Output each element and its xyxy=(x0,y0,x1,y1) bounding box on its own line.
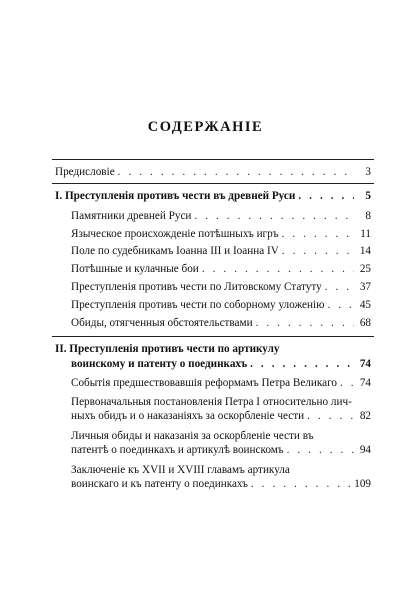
toc-item[interactable] xyxy=(71,262,371,276)
toc-entry-text: Преступленія противъ чести по Литовскому Статуту xyxy=(71,281,322,293)
leader-dots xyxy=(282,227,354,241)
toc-entry-text: Потѣшные и кулачные бои xyxy=(71,263,199,275)
toc-entry-text: Предисловіе xyxy=(55,166,115,178)
toc-entry-text: Событія предшествовавшія реформамъ Петра Великаго xyxy=(71,377,338,389)
toc-entry-text: воинскаго и къ патенту о поединкахъ xyxy=(71,478,248,490)
toc-page-number: 8 xyxy=(365,210,371,222)
toc-item[interactable] xyxy=(71,280,371,294)
toc-page-number: 74 xyxy=(359,377,371,389)
toc-item-line[interactable]: Первоначальныя постановленія Петра I относительно лич- xyxy=(71,396,352,408)
toc-page-number: 74 xyxy=(359,358,371,370)
leader-dots xyxy=(307,409,354,423)
leader-dots xyxy=(118,165,354,179)
divider xyxy=(52,183,374,184)
leader-dots xyxy=(282,244,354,258)
page-title: СОДЕРЖАНIЕ xyxy=(147,119,264,135)
toc-section-2-line-1[interactable]: II. Преступленія противъ чести по артикулу xyxy=(55,343,280,355)
toc-entry-text: Обиды, отягченныя обстоятельствами xyxy=(71,317,253,329)
toc-item[interactable] xyxy=(71,477,371,491)
toc-item-line[interactable]: Заключеніе къ XVII и XVIII главамъ артикула xyxy=(71,464,290,476)
leader-dots xyxy=(202,262,354,276)
toc-item-line[interactable]: Личныя обиды и наказанія за оскорбленіе чести въ xyxy=(71,430,314,442)
leader-dots xyxy=(256,316,354,330)
toc-entry-text: I. Преступленія противъ чести въ древней Руси xyxy=(55,190,296,202)
leader-dots xyxy=(298,189,354,203)
toc-page-number: 94 xyxy=(359,444,371,456)
toc-item[interactable] xyxy=(71,443,371,457)
leader-dots xyxy=(325,280,354,294)
toc-entry-text: воинскому и патенту о поединкахъ xyxy=(71,358,248,370)
toc-section-1[interactable] xyxy=(55,189,371,203)
toc-entry-text: ныхъ обидъ и о наказаніяхъ за оскорбленіе чести xyxy=(71,410,305,422)
leader-dots xyxy=(251,477,351,491)
leader-dots xyxy=(194,209,354,223)
toc-page-number: 11 xyxy=(360,228,371,240)
toc-page-number: 14 xyxy=(359,245,371,257)
toc-item[interactable] xyxy=(71,298,371,312)
toc-page-number: 37 xyxy=(359,281,371,293)
leader-dots xyxy=(287,443,354,457)
leader-dots xyxy=(327,298,354,312)
toc-entry-text: Языческое происхожденіе потѣшныхъ игръ xyxy=(71,228,279,240)
toc-page-number: 45 xyxy=(359,299,371,311)
toc-item[interactable] xyxy=(71,316,371,330)
divider-top xyxy=(52,159,374,160)
toc-entry-text: Поле по судебникамъ Іоанна III и Іоанна IV xyxy=(71,245,279,257)
toc-entry-text: Памятники древней Руси xyxy=(71,210,192,222)
toc-preface[interactable] xyxy=(55,165,371,179)
toc-section-2[interactable] xyxy=(71,357,371,371)
toc-page-number: 82 xyxy=(359,410,371,422)
toc-item[interactable] xyxy=(71,376,371,390)
toc-page-number: 109 xyxy=(354,478,371,490)
leader-dots xyxy=(250,357,354,371)
toc-page-number: 25 xyxy=(359,263,371,275)
toc-entry-text: патентѣ о поединкахъ и артикулѣ воинскомъ xyxy=(71,444,284,456)
toc-item[interactable] xyxy=(71,227,371,241)
toc-entry-text: Преступленія противъ чести по соборному уложенію xyxy=(71,299,325,311)
toc-item[interactable] xyxy=(71,209,371,223)
toc-item[interactable] xyxy=(71,409,371,423)
toc-page-number: 68 xyxy=(359,317,371,329)
leader-dots xyxy=(340,376,354,390)
divider xyxy=(52,336,374,337)
toc-page-number: 3 xyxy=(365,166,371,178)
toc-item[interactable] xyxy=(71,244,371,258)
toc-page-number: 5 xyxy=(365,190,371,202)
